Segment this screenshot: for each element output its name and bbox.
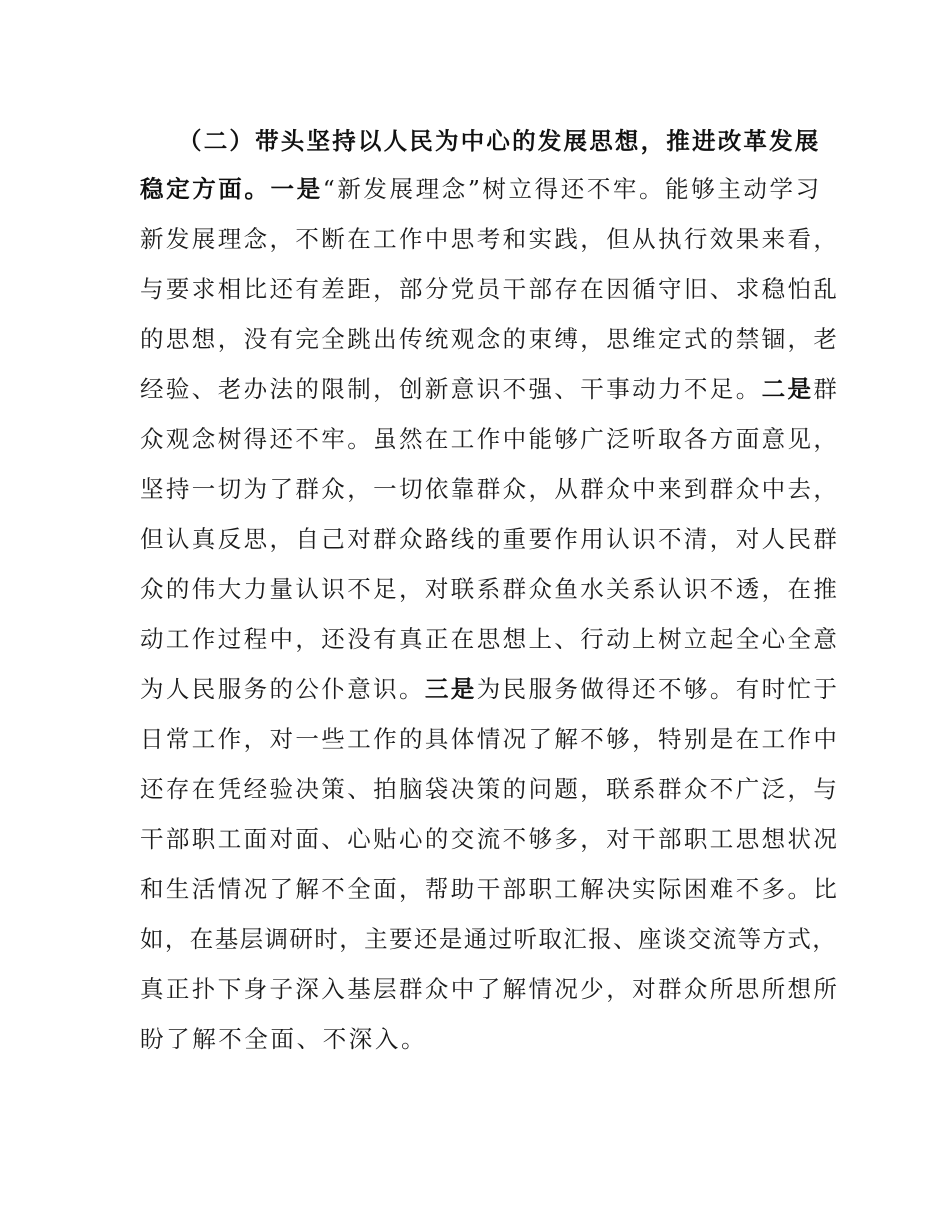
point-marker-one: 一是 xyxy=(270,175,323,203)
paragraph-line xyxy=(140,873,840,905)
paragraph-line xyxy=(140,973,840,1005)
paragraph-text: 的思想，没有完全跳出传统观念的束缚，思维定式的禁锢，老 xyxy=(140,325,840,353)
paragraph-text: 盼了解不全面、不深入。 xyxy=(140,1025,428,1053)
paragraph-line xyxy=(140,623,840,655)
paragraph-text: 如，在基层调研时，主要还是通过听取汇报、座谈交流等方式， xyxy=(140,925,838,953)
paragraph-text: 动工作过程中，还没有真正在思想上、行动上树立起全心全意 xyxy=(140,625,840,653)
paragraph-line xyxy=(140,473,840,505)
heading-text-continued: 稳定方面。 xyxy=(140,175,271,203)
paragraph-line xyxy=(140,273,840,305)
heading-text: （二）带头坚持以人民为中心的发展思想，推进改革发展 xyxy=(178,127,821,155)
paragraph-line xyxy=(140,723,840,755)
paragraph-line xyxy=(140,823,840,855)
paragraph-line xyxy=(140,223,840,255)
paragraph-line xyxy=(140,523,840,555)
paragraph-text: 为人民服务的公仆意识。 xyxy=(140,675,425,703)
paragraph-text: “新发展理念”树立得还不牢。能够主动学习 xyxy=(322,175,822,203)
point-marker-two: 二是 xyxy=(761,375,814,403)
paragraph-line xyxy=(140,923,840,955)
paragraph-text: 经验、老办法的限制，创新意识不强、干事动力不足。 xyxy=(140,375,762,403)
paragraph-text: 干部职工面对面、心贴心的交流不够多，对干部职工思想状况 xyxy=(140,825,840,853)
paragraph-text: 为民服务做得还不够。有时忙于 xyxy=(476,675,840,703)
paragraph-line xyxy=(140,573,840,605)
paragraph-text: 众的伟大力量认识不足，对联系群众鱼水关系认识不透，在推 xyxy=(140,575,840,603)
paragraph-line xyxy=(140,423,840,455)
paragraph-text: 众观念树得还不牢。虽然在工作中能够广泛听取各方面意见， xyxy=(140,425,840,453)
paragraph-text: 真正扑下身子深入基层群众中了解情况少，对群众所思所想所 xyxy=(140,975,840,1003)
paragraph-line xyxy=(140,773,840,805)
point-marker-three: 三是 xyxy=(424,675,477,703)
paragraph-text: 与要求相比还有差距，部分党员干部存在因循守旧、求稳怕乱 xyxy=(140,275,840,303)
paragraph-text: 群 xyxy=(813,375,840,403)
paragraph-text: 但认真反思，自己对群众路线的重要作用认识不清，对人民群 xyxy=(140,525,840,553)
paragraph-line xyxy=(140,373,840,405)
paragraph-line xyxy=(140,1023,840,1055)
paragraph-text: 日常工作，对一些工作的具体情况了解不够，特别是在工作中 xyxy=(140,725,840,753)
section-heading xyxy=(178,125,838,157)
paragraph-text: 还存在凭经验决策、拍脑袋决策的问题，联系群众不广泛，与 xyxy=(140,775,840,803)
paragraph-text: 和生活情况了解不全面，帮助干部职工解决实际困难不多。比 xyxy=(140,875,840,903)
paragraph-line xyxy=(140,173,840,205)
paragraph-text: 新发展理念，不断在工作中思考和实践，但从执行效果来看， xyxy=(140,225,840,253)
paragraph-line xyxy=(140,323,840,355)
paragraph-line xyxy=(140,673,840,705)
paragraph-text: 坚持一切为了群众，一切依靠群众，从群众中来到群众中去， xyxy=(140,475,840,503)
